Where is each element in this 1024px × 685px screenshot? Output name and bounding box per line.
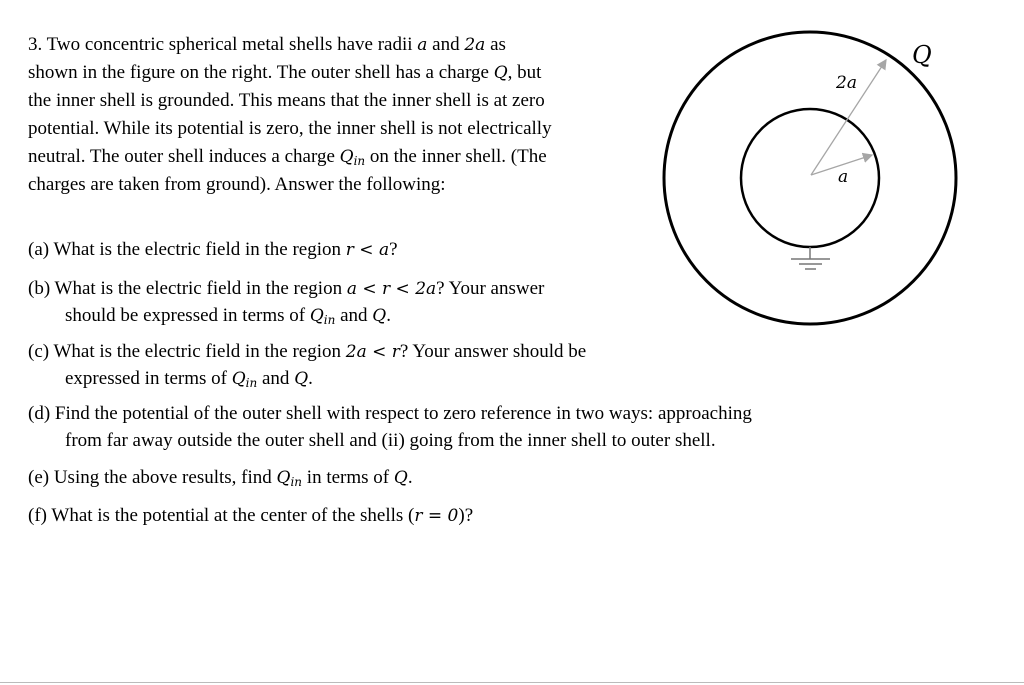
text-run: )? <box>458 505 474 526</box>
text-run: neutral. The outer shell induces a charge <box>28 146 340 167</box>
text-run: on the inner shell. (The <box>365 146 547 167</box>
math-subscript: in <box>353 154 366 168</box>
math-text: Q <box>294 369 309 389</box>
charge-label: Q <box>912 41 932 69</box>
math-text: r = 0 <box>414 506 459 526</box>
math-subscript: in <box>290 475 303 489</box>
text-run: . <box>407 467 413 488</box>
math-text: Q <box>339 147 354 167</box>
text-run: shown in the figure on the right. The outer shell has a charge <box>28 62 494 83</box>
math-text: a < r < 2a <box>346 279 437 299</box>
text-run: 3. Two concentric spherical metal shells have radii <box>28 34 418 55</box>
text-run: (c) What is the electric field in the region <box>28 341 346 362</box>
text-run: ? Your answer should be <box>399 341 587 362</box>
text-run: as <box>485 34 506 55</box>
inner-radius-label: a <box>838 167 849 187</box>
text-run: (f) What is the potential at the center of the shells ( <box>28 505 415 526</box>
math-text: Q <box>493 63 508 83</box>
text-run: and <box>257 368 295 389</box>
text-run: , but <box>507 62 542 83</box>
math-text: Q <box>393 468 408 488</box>
text-run: the inner shell is grounded. This means that the inner shell is at zero <box>28 90 545 111</box>
text-run: ? Your answer <box>436 278 545 299</box>
bottom-divider <box>0 682 1024 683</box>
text-run: potential. While its potential is zero, the inner shell is not electrically <box>28 118 552 139</box>
math-text: a <box>417 35 428 55</box>
text-run: (b) What is the electric field in the region <box>28 278 347 299</box>
text-run: (a) What is the electric field in the region <box>28 239 346 260</box>
text-run: expressed in terms of <box>65 368 232 389</box>
text-run: (e) Using the above results, find <box>28 467 277 488</box>
text-run: charges are taken from ground). Answer the following: <box>28 174 446 195</box>
math-subscript: in <box>323 313 336 327</box>
inner-shell <box>741 109 879 247</box>
text-run: . <box>308 368 313 389</box>
math-text: Q <box>309 306 324 326</box>
math-text: 2a <box>464 35 486 55</box>
text-run: ? <box>389 239 398 260</box>
outer-radius-label: 2a <box>836 73 857 93</box>
text-run: (d) Find the potential of the outer shell with respect to zero reference in two ways: approaching <box>28 403 752 424</box>
text-run: from far away outside the outer shell and (ii) going from the inner shell to outer shell. <box>65 430 716 451</box>
math-text: Q <box>372 306 387 326</box>
text-run: should be expressed in terms of <box>65 305 310 326</box>
math-text: Q <box>276 468 291 488</box>
outer-shell <box>664 32 956 324</box>
text-run: and <box>427 34 465 55</box>
text-run: and <box>335 305 373 326</box>
ground-symbol-icon <box>791 247 830 269</box>
math-text: Q <box>231 369 246 389</box>
text-run: in terms of <box>302 467 394 488</box>
math-subscript: in <box>245 376 258 390</box>
math-text: r < a <box>345 240 390 260</box>
text-run: . <box>386 305 391 326</box>
math-text: 2a < r <box>345 342 400 362</box>
